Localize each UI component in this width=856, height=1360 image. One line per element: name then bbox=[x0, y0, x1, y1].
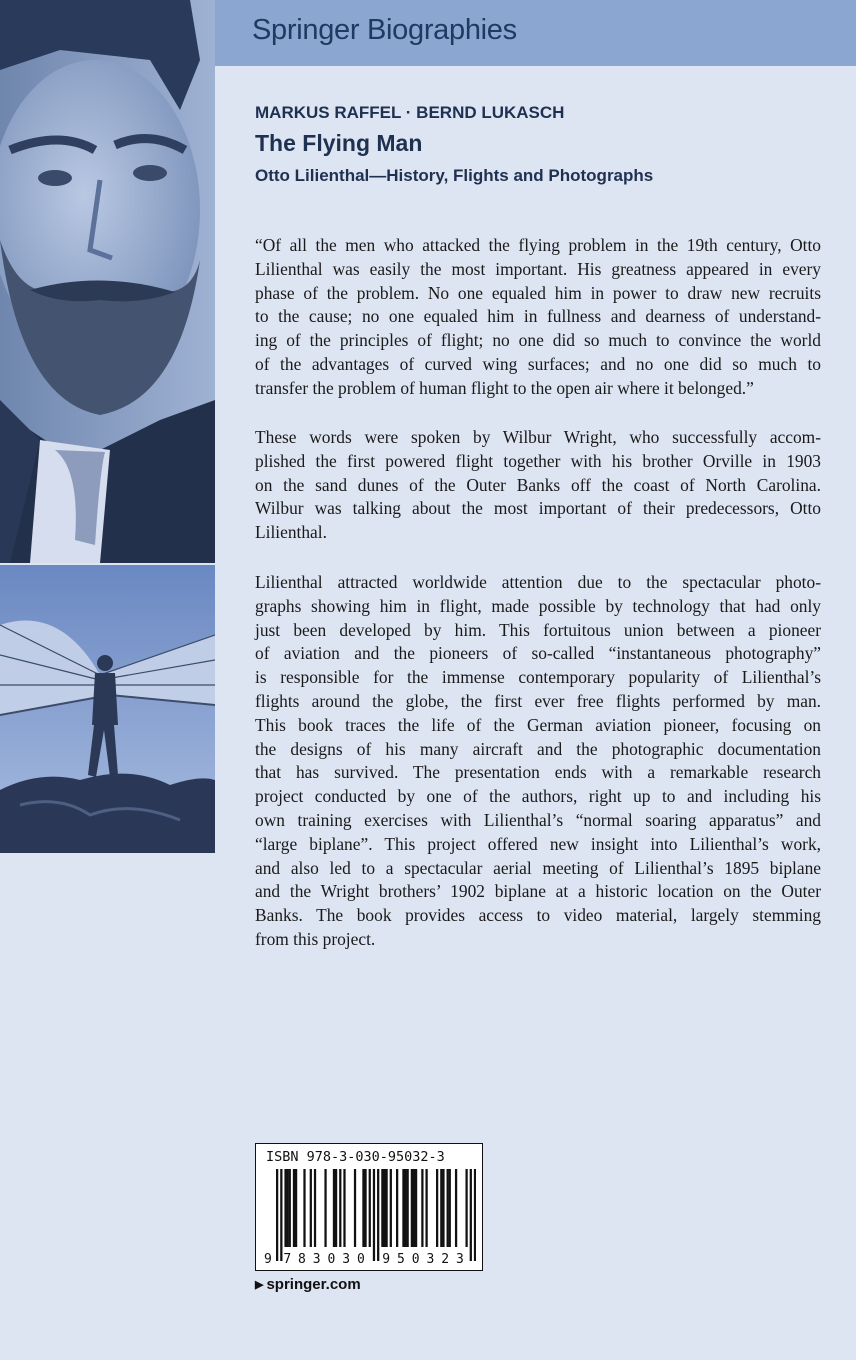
text-line: of the advantages of curved wing surfaces; and no one did so much to bbox=[255, 353, 821, 374]
text-line: on the sand dunes of the Outer Banks off the coast of North Carolina. bbox=[255, 474, 821, 495]
barcode-bar bbox=[396, 1169, 398, 1247]
barcode-bar bbox=[314, 1169, 316, 1247]
barcode-bar bbox=[284, 1169, 286, 1247]
barcode-bar bbox=[364, 1169, 366, 1247]
barcode-digit: 9 bbox=[264, 1252, 272, 1265]
barcode-bar bbox=[354, 1169, 356, 1247]
barcode-digit: 3 bbox=[312, 1252, 321, 1265]
text-line: Wilbur was talking about the most important of their predecessors, Otto bbox=[255, 498, 821, 519]
text-line: Lilienthal. bbox=[255, 522, 327, 543]
springer-website-link[interactable] bbox=[255, 1276, 361, 1293]
barcode-bar bbox=[411, 1169, 413, 1247]
text-line: to the cause; no one equaled him in fullness and dearness of understand- bbox=[255, 306, 821, 327]
barcode-bar bbox=[474, 1169, 476, 1261]
text-line: This book traces the life of the German aviation pioneer, focusing on bbox=[255, 714, 821, 735]
barcode-bar bbox=[449, 1169, 451, 1247]
barcode-bar bbox=[335, 1169, 337, 1247]
barcode-bar bbox=[440, 1169, 442, 1247]
barcode-bar bbox=[442, 1169, 444, 1247]
barcode-bar bbox=[385, 1169, 387, 1247]
text-line: “Of all the men who attacked the flying problem in the 19th century, Otto bbox=[255, 235, 821, 255]
barcode-bar bbox=[470, 1169, 472, 1261]
text-line: that has survived. The presentation ends with a remarkable research bbox=[255, 762, 821, 783]
text-line: phase of the problem. No one equaled him in power to draw new recruits bbox=[255, 282, 821, 303]
barcode-bar bbox=[324, 1169, 326, 1247]
text-line: flights around the globe, the first ever free flights performed by man. bbox=[255, 690, 821, 711]
text-line: plished the first powered flight together with his brother Orville in 1903 bbox=[255, 450, 821, 471]
book-title: The Flying Man bbox=[255, 130, 423, 156]
text-line: own training exercises with Lilienthal’s “normal soaring apparatus” and bbox=[255, 809, 821, 830]
barcode-bar bbox=[339, 1169, 341, 1247]
barcode-bar bbox=[280, 1169, 282, 1261]
barcode-bar bbox=[425, 1169, 427, 1247]
barcode-digit: 3 bbox=[455, 1252, 464, 1265]
barcode-bar bbox=[407, 1169, 409, 1247]
barcode-bar bbox=[421, 1169, 423, 1247]
text-line: of aviation and the pioneers of so-called “instantaneous photography” bbox=[255, 643, 821, 664]
barcode-digit: 0 bbox=[411, 1252, 420, 1265]
barcode-digit: 3 bbox=[342, 1252, 351, 1265]
barcode-bar bbox=[455, 1169, 457, 1247]
barcode-bar bbox=[343, 1169, 345, 1247]
text-line: ing of the principles of flight; no one did so much to convince the world bbox=[255, 330, 821, 351]
barcode-digit: 3 bbox=[426, 1252, 435, 1265]
barcode-bar bbox=[362, 1169, 364, 1247]
website-label: springer.com bbox=[266, 1276, 361, 1293]
text-line: These words were spoken by Wilbur Wright, who successfully accom- bbox=[255, 427, 821, 447]
barcode-bar bbox=[390, 1169, 392, 1247]
text-line: and also led to a spectacular aerial meeting of Lilienthal’s 1895 biplane bbox=[255, 857, 821, 878]
text-line: the designs of his many aircraft and the photographic documentation bbox=[255, 738, 821, 759]
text-line: Lilienthal attracted worldwide attention due to the spectacular photo- bbox=[255, 572, 821, 592]
text-line: graphs showing him in flight, made possible by technology that had only bbox=[255, 595, 821, 616]
barcode-bar bbox=[369, 1169, 371, 1247]
blurb-description-paragraph bbox=[255, 571, 821, 952]
barcode-digit: 0 bbox=[357, 1252, 365, 1265]
text-line: just been developed by him. This fortuitous union between a pioneer bbox=[255, 619, 821, 640]
barcode-bar bbox=[295, 1169, 297, 1247]
barcode-graphic bbox=[264, 1169, 476, 1265]
text-line: transfer the problem of human flight to the open air where it belonged.” bbox=[255, 377, 754, 398]
barcode-bar bbox=[293, 1169, 295, 1247]
barcode-bar bbox=[413, 1169, 415, 1247]
barcode-bar bbox=[333, 1169, 335, 1247]
barcode-bar bbox=[289, 1169, 291, 1247]
barcode-bar bbox=[287, 1169, 289, 1247]
play-arrow-icon: ▶ bbox=[255, 1279, 264, 1291]
barcode-bar bbox=[447, 1169, 449, 1247]
text-line: project conducted by one of the authors, right up to and including his bbox=[255, 786, 821, 807]
barcode-bar bbox=[310, 1169, 312, 1247]
isbn-barcode bbox=[255, 1143, 483, 1271]
barcode-bar bbox=[377, 1169, 379, 1261]
barcode-digit: 5 bbox=[397, 1252, 405, 1265]
book-authors: MARKUS RAFFEL · BERND LUKASCH bbox=[255, 103, 565, 122]
text-line: Lilienthal was easily the most important. His greatness appeared in every bbox=[255, 258, 821, 279]
barcode-digit: 7 bbox=[283, 1252, 292, 1265]
glider-flight-photo bbox=[0, 565, 215, 853]
barcode-bar bbox=[404, 1169, 406, 1247]
barcode-bar bbox=[436, 1169, 438, 1247]
barcode-digit: 2 bbox=[441, 1252, 450, 1265]
barcode-bar bbox=[383, 1169, 385, 1247]
barcode-bar bbox=[465, 1169, 467, 1247]
barcode-digit: 9 bbox=[382, 1252, 391, 1265]
blurb-context-paragraph bbox=[255, 426, 821, 545]
text-line: and the Wright brothers’ 1902 biplane at a historic location on the Outer bbox=[255, 881, 821, 902]
isbn-label: ISBN 978-3-030-95032-3 bbox=[266, 1149, 445, 1165]
barcode-bar bbox=[402, 1169, 404, 1247]
series-title: Springer Biographies bbox=[252, 14, 517, 46]
book-subtitle: Otto Lilienthal—History, Flights and Photographs bbox=[255, 166, 654, 185]
author-portrait-photo bbox=[0, 0, 215, 563]
barcode-digit: 8 bbox=[298, 1252, 306, 1265]
text-line: from this project. bbox=[255, 928, 376, 949]
blurb-quote-paragraph bbox=[255, 234, 821, 401]
text-line: Banks. The book provides access to video material, largely stemming bbox=[255, 905, 821, 926]
barcode-bar bbox=[303, 1169, 305, 1247]
text-line: “large biplane”. This project offered new insight into Lilienthal’s work, bbox=[255, 833, 821, 854]
barcode-digit: 0 bbox=[327, 1252, 336, 1265]
barcode-bar bbox=[381, 1169, 383, 1247]
barcode-bar bbox=[276, 1169, 278, 1261]
barcode-bar bbox=[415, 1169, 417, 1247]
text-line: is responsible for the immense contemporary popularity of Lilienthal’s bbox=[255, 667, 821, 688]
barcode-bar bbox=[373, 1169, 375, 1261]
